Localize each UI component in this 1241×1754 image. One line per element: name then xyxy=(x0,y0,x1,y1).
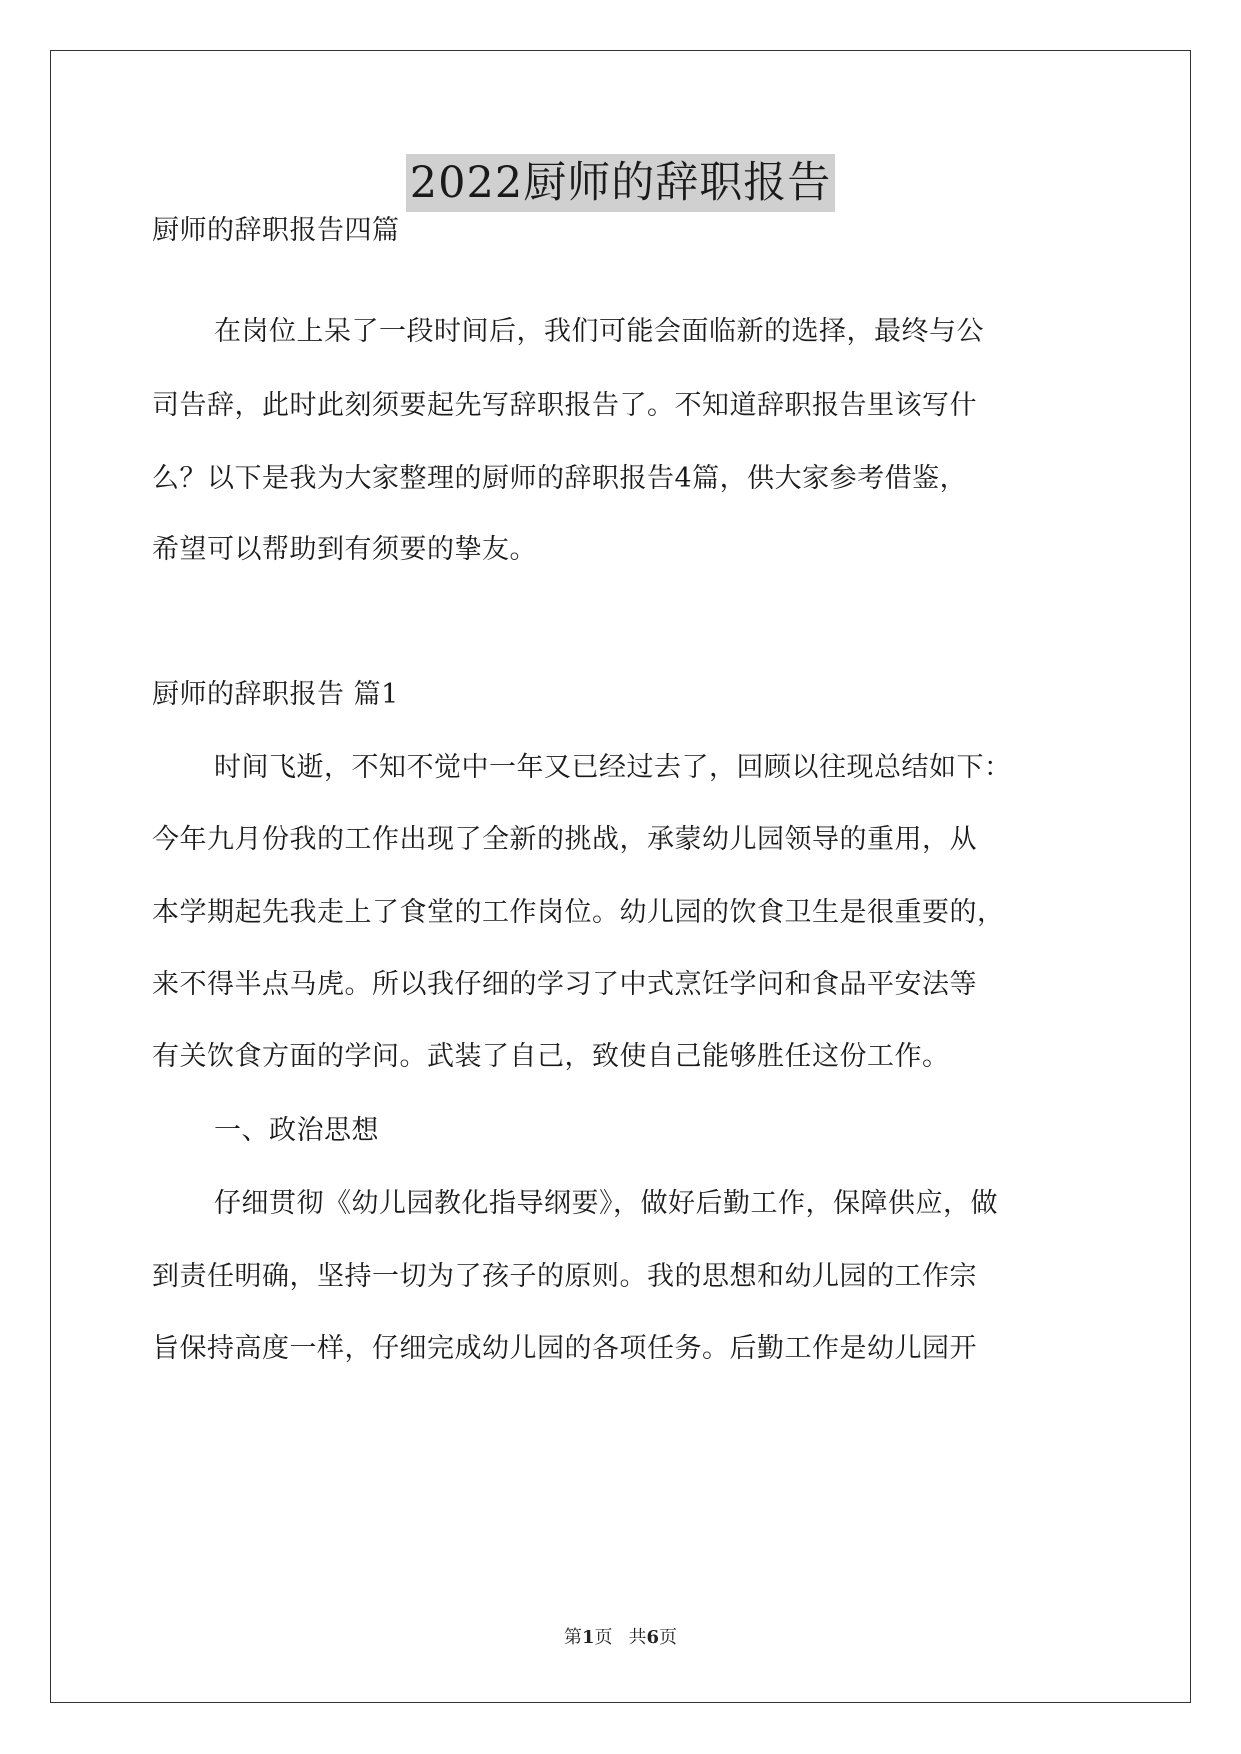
title-container xyxy=(0,154,1241,212)
total-suffix: 页 xyxy=(659,1627,678,1648)
total-prefix: 共 xyxy=(628,1627,647,1648)
subsection-heading: 一、政治思想 xyxy=(214,1115,379,1146)
intro-line: 希望可以帮助到有须要的挚友。 xyxy=(152,534,537,565)
section-line: 来不得半点马虎。所以我仔细的学习了中式烹饪学问和食品平安法等 xyxy=(152,969,977,1000)
intro-line: 么？以下是我为大家整理的厨师的辞职报告4篇，供大家参考借鉴， xyxy=(152,463,968,494)
section-line: 今年九月份我的工作出现了全新的挑战，承蒙幼儿园领导的重用，从 xyxy=(152,824,977,855)
page-suffix: 页 xyxy=(594,1627,613,1648)
page-prefix: 第 xyxy=(563,1627,582,1648)
intro-line: 在岗位上呆了一段时间后，我们可能会面临新的选择，最终与公 xyxy=(214,316,984,347)
subsection-line: 仔细贯彻《幼儿园教化指导纲要》，做好后勤工作，保障供应，做 xyxy=(214,1188,998,1219)
page-number: 1 xyxy=(581,1627,595,1648)
total-pages: 6 xyxy=(646,1627,660,1648)
page-footer xyxy=(0,1626,1241,1650)
document-title: 2022厨师的辞职报告 xyxy=(406,154,835,212)
section-line: 本学期起先我走上了食堂的工作岗位。幼儿园的饮食卫生是很重要的， xyxy=(152,897,1005,928)
subsection-line: 旨保持高度一样，仔细完成幼儿园的各项任务。后勤工作是幼儿园开 xyxy=(152,1333,977,1364)
section-heading: 厨师的辞职报告 篇1 xyxy=(152,679,399,710)
subsection-line: 到责任明确，坚持一切为了孩子的原则。我的思想和幼儿园的工作宗 xyxy=(152,1261,977,1292)
document-subtitle: 厨师的辞职报告四篇 xyxy=(152,215,400,246)
page-border xyxy=(50,50,1191,1703)
section-line: 有关饮食方面的学问。武装了自己，致使自己能够胜任这份工作。 xyxy=(152,1041,950,1072)
intro-line: 司告辞，此时此刻须要起先写辞职报告了。不知道辞职报告里该写什 xyxy=(152,390,977,421)
section-line: 时间飞逝，不知不觉中一年又已经过去了，回顾以往现总结如下： xyxy=(214,752,1012,783)
